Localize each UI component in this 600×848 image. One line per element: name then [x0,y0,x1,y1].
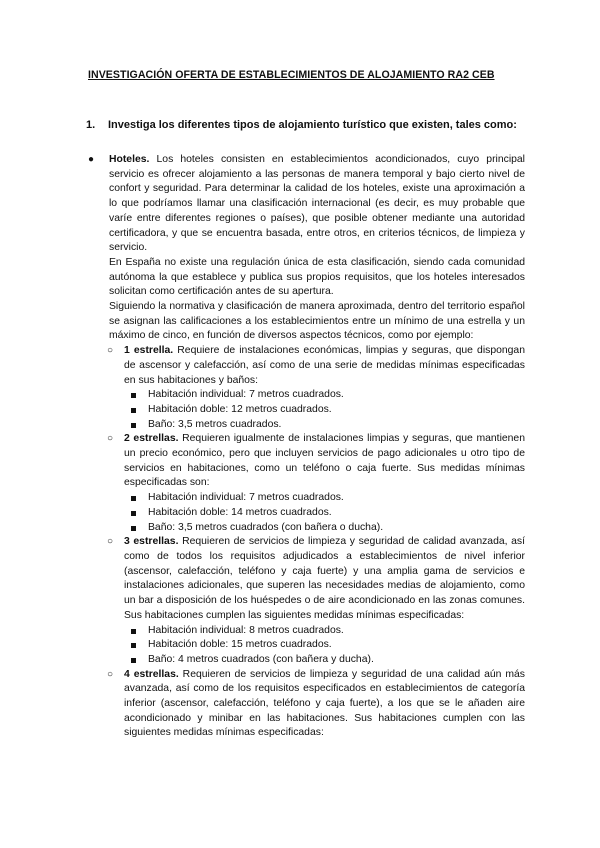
square-bullet-icon [131,658,136,663]
category-1-star [88,344,525,388]
list-item: Habitación individual: 8 metros cuadrados. [88,624,525,639]
square-bullet-icon [131,511,136,516]
square-bullet-icon [131,423,136,428]
square-bullet-icon [131,629,136,634]
hoteles-paragraph-1: Hoteles. Los hoteles consisten en establecimientos acondicionados, cuyo principal servicio es ofrecer alojamiento a las personas de manera temporal y bajo cierto nivel de confort y seguridad. Para determinar la calidad de los hoteles, existe una aproximación a lo que podríamos llamar una clasificación internacional (es decir, es muy probable que varíe entre diferentes regiones o países), que posible obtener mediante una autoridad certificadora, y que se encuentra basada, entre otros, en criterios técnicos, de limpieza y servicio. [109,154,525,254]
category-text: 4 estrellas. Requieren de servicios de limpieza y seguridad de una calidad aún más avanzada, así como de los requisitos especificados en establecimientos de categoría inferior (ascensor, calefacción, teléfono y caja fuerte), a los que se le añaden aire acondicionado y minibar en las habitaciones. Sus habitaciones cumplen con las siguientes medidas mínimas especificadas: [124,668,525,739]
hoteles-bullet [88,153,525,344]
document-body [88,153,525,741]
category-label: 3 estrellas. [124,536,179,548]
question-text: Investiga los diferentes tipos de alojamiento turístico que existen, tales como: [108,119,517,131]
question-number: 1. [86,119,96,131]
list-item: Baño: 3,5 metros cuadrados (con bañera o ducha). [88,521,525,536]
category-label: 1 estrella. [124,345,174,357]
list-item: Habitación individual: 7 metros cuadrados. [88,491,525,506]
hoteles-label: Hoteles. [109,154,150,165]
square-bullet-icon [131,496,136,501]
square-bullet-icon [131,643,136,648]
circle-bullet-icon: ○ [107,536,114,548]
square-bullet-icon [131,408,136,413]
list-item: Habitación individual: 7 metros cuadrados. [88,388,525,403]
circle-bullet-icon: ○ [107,433,114,445]
list-item: Habitación doble: 14 metros cuadrados. [88,506,525,521]
list-item: Habitación doble: 15 metros cuadrados. [88,638,525,653]
square-bullet-icon [131,526,136,531]
question-heading [86,119,517,131]
hoteles-paragraph-3: Siguiendo la normativa y clasificación de manera aproximada, dentro del territorio español se asignan las calificaciones a los establecimientos entre un mínimo de una estrella y un máximo de cinco, en función de diversos aspectos técnicos, como por ejemplo: [109,301,525,342]
list-item: Baño: 3,5 metros cuadrados. [88,418,525,433]
category-4-stars [88,668,525,742]
square-bullet-icon [131,393,136,398]
circle-bullet-icon: ○ [107,345,114,357]
circle-bullet-icon: ○ [107,668,114,680]
category-text: 2 estrellas. Requieren igualmente de instalaciones limpias y seguras, que mantienen un precio económico, pero que incluyen servicios de pago adicionales u otro tipo de servicios en habitaciones, como un teléfono o caja fuerte. Sus medidas mínimas especificadas son: [124,433,525,489]
list-item: Habitación doble: 12 metros cuadrados. [88,403,525,418]
category-text: 1 estrella. Requiere de instalaciones económicas, limpias y seguras, que dispongan de ascensor y calefacción, así como de una serie de medidas mínimas especificadas en sus habitaciones y baños: [124,345,525,386]
hoteles-paragraph-2: En España no existe una regulación única de esta clasificación, siendo cada comunidad autónoma la que establece y publica sus propios requisitos, que los hoteles interesados solicitan como certificación antes de su apertura. [109,256,525,298]
category-label: 4 estrellas. [124,668,179,680]
document-title: INVESTIGACIÓN OFERTA DE ESTABLECIMIENTOS DE ALOJAMIENTO RA2 CEB [88,69,495,81]
bullet-dot-icon: ● [88,154,95,165]
category-2-stars [88,432,525,491]
list-item: Baño: 4 metros cuadrados (con bañera y ducha). [88,653,525,668]
category-text: 3 estrellas. Requieren de servicios de limpieza y seguridad de calidad avanzada, así como de todos los requisitos adjudicados a establecimientos de nivel inferior (ascensor, calefacción, teléfono y caja fuerte) y una amplia gama de servicios e instalaciones adicionales, que superen las necesidades medias de alojamiento, como un bar a disposición de los huéspedes o de aire acondicionado en las zonas comunes. Sus habitaciones cumplen las siguientes medidas mínimas especificadas: [124,536,525,621]
category-label: 2 estrellas. [124,433,179,445]
category-3-stars [88,535,525,623]
